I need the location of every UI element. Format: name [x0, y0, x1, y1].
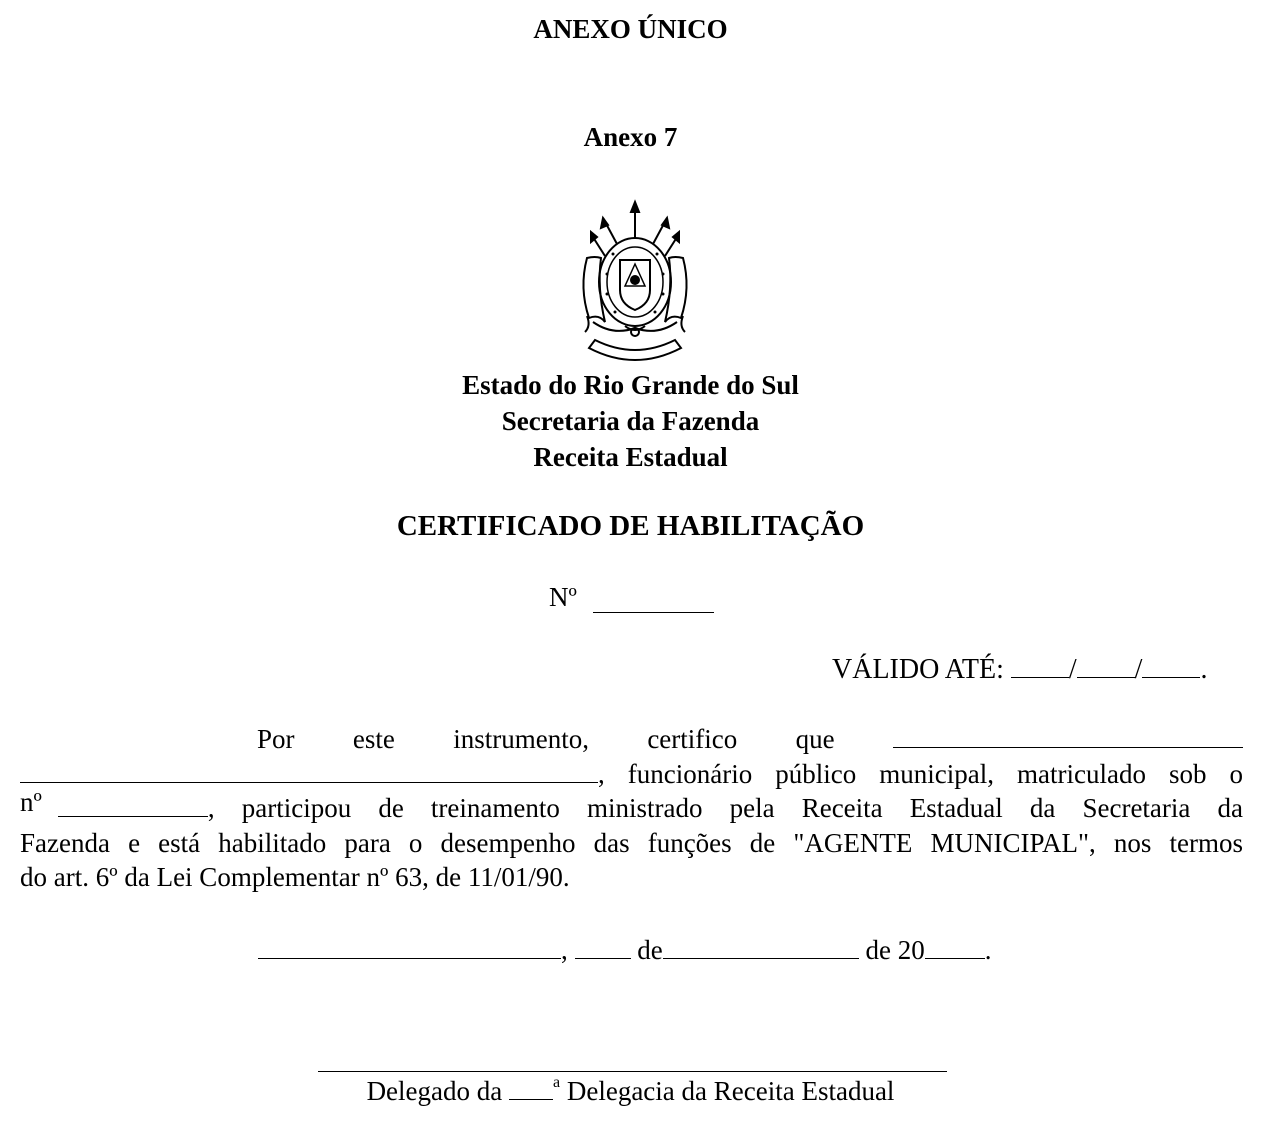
document-title: ANEXO ÚNICO: [533, 14, 728, 44]
signature-label: Delegado da $^a$ Delegacia da Receita Estadual: [366, 1074, 895, 1106]
body-line-3: nº , participou de treinamento ministrado pela Receita Estadual da Secretaria da: [20, 787, 1243, 823]
validity-label: VÁLIDO ATÉ:: [832, 654, 1004, 685]
year-blank: [925, 957, 985, 959]
employee-name-blank-1: [893, 746, 1243, 748]
registration-number-blank: [58, 815, 208, 817]
validity-day-blank: [1011, 676, 1069, 678]
signature-line: [318, 1071, 947, 1072]
state-coat-of-arms-icon: [573, 198, 697, 362]
department-name: Secretaria da Fazenda: [501, 406, 760, 436]
agency-name: Receita Estadual: [533, 442, 728, 472]
place-date-line: , de de 20 .: [258, 935, 991, 966]
certificate-number-label: Nº: [549, 582, 577, 612]
validity-date: VÁLIDO ATÉ: / / .: [832, 654, 1208, 685]
body-line-5: do art. 6º da Lei Complementar nº 63, de 11/01/90.: [20, 862, 570, 892]
body-line-4: Fazenda e está habilitado para o desempenho das funções de "AGENTE MUNICIPAL", nos termos: [20, 827, 1243, 858]
certificate-title: CERTIFICADO DE HABILITAÇÃO: [396, 510, 865, 542]
day-blank: [575, 957, 631, 959]
certificate-body: [20, 722, 1243, 895]
place-blank: [258, 957, 561, 959]
delegacy-number-blank: [509, 1098, 553, 1100]
state-name: Estado do Rio Grande do Sul: [462, 370, 799, 400]
employee-name-blank-2: [20, 781, 598, 783]
certificate-number-blank: [593, 612, 714, 613]
month-blank: [663, 957, 859, 959]
validity-year-blank: [1142, 676, 1200, 678]
annex-number: Anexo 7: [583, 122, 678, 152]
body-line-2: , funcionário público municipal, matriculado sob o: [20, 757, 1243, 792]
body-line-1: Por este instrumento, certifico que: [20, 722, 1243, 757]
validity-month-blank: [1077, 676, 1135, 678]
